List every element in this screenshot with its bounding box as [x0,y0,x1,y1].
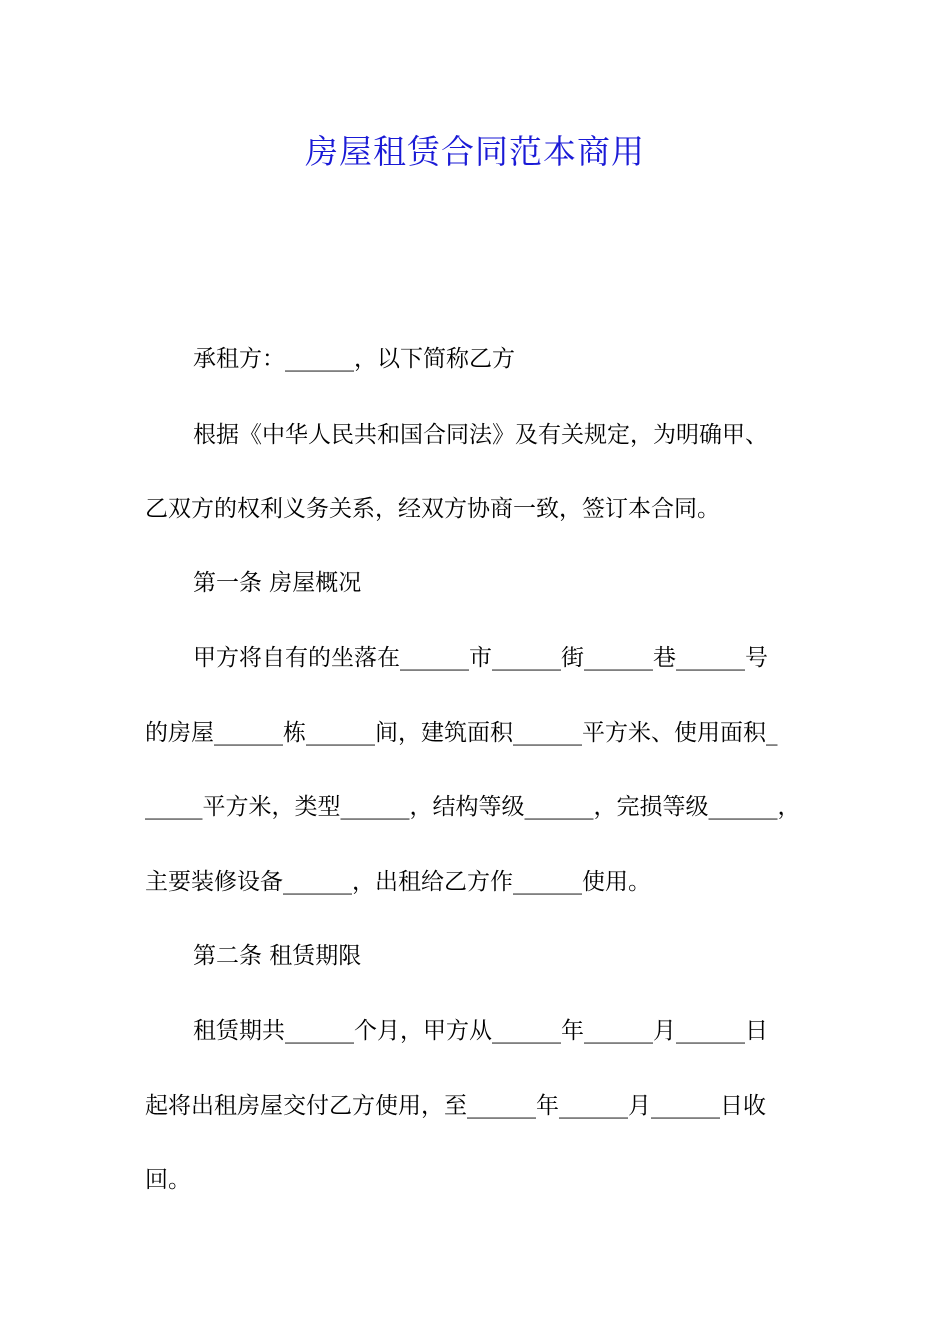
article-2-line-1: 租赁期共______个月，甲方从______年______月______日 [193,1018,768,1044]
article-1-line-2: 的房屋______栋______间，建筑面积______平方米、使用面积_ [145,720,778,746]
document-title: 房屋租赁合同范本商用 [305,132,645,171]
article-1-line-4: 主要装修设备______，出租给乙方作______使用。 [145,869,651,895]
preamble-line-2: 乙双方的权利义务关系，经双方协商一致，签订本合同。 [145,496,720,522]
article-1-line-1: 甲方将自有的坐落在______市______街______巷______号 [193,645,768,671]
article-2-heading: 第二条 租赁期限 [193,943,362,969]
lessee-line: 承租方：______，以下简称乙方 [193,346,515,372]
article-1-heading: 第一条 房屋概况 [193,570,362,596]
preamble-line-1: 根据《中华人民共和国合同法》及有关规定，为明确甲、 [193,422,768,448]
article-1-line-3: _____平方米，类型______，结构等级______，完损等级______， [145,794,801,820]
article-2-line-2: 起将出租房屋交付乙方使用，至______年______月______日收 [145,1093,766,1119]
article-2-line-3: 回。 [145,1167,191,1193]
